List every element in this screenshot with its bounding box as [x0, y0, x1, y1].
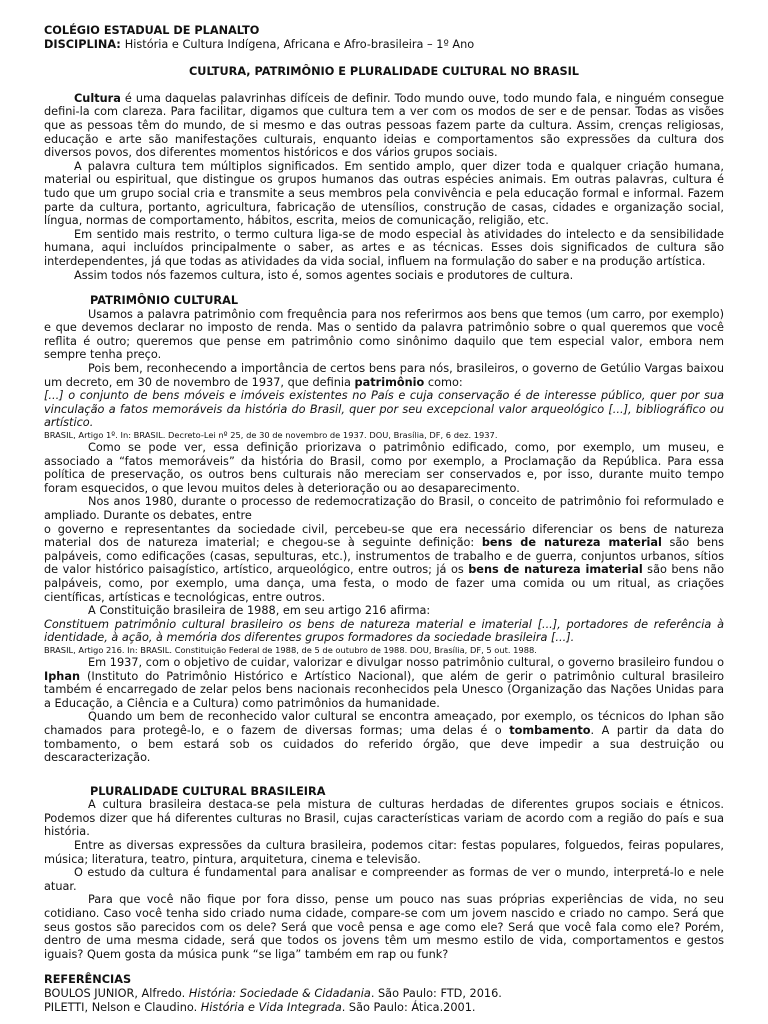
patrimonio-paragraph-1: Usamos a palavra patrimônio com frequência para nos referirmos aos bens que temos (um carro, por exemplo) e que devemos declarar no imposto de renda. Mas o sentido da palavra patrimônio sobre o qual queremos que você reflita é outro; queremos que pense em patrimônio como sinônimo daquilo que tem especial valor, embora nem sempre tenha preço.	[44, 307, 724, 362]
reference-2-publisher: . São Paulo: Ática.2001.	[341, 1000, 476, 1014]
reference-2-author: PILETTI, Nelson e Claudino.	[44, 1000, 201, 1014]
source-decreto-1937: BRASIL, Artigo 1º. In: BRASIL. Decreto-Lei nº 25, de 30 de novembro de 1937. DOU, Brasília, DF, 6 dez. 1937.	[44, 430, 498, 441]
reference-1-author: BOULOS JUNIOR, Alfredo.	[44, 987, 189, 1000]
source-constituicao-1988: BRASIL, Artigo 216. In: BRASIL. Constituição Federal de 1988, de 5 de outubro de 1988. DOU, Brasília, DF, 5 out. 1988.	[44, 644, 537, 655]
term-cultura: Cultura	[74, 91, 121, 105]
quote-constituicao-1988: Constituem patrimônio cultural brasileiro os bens de natureza material e imaterial [...], portadores de referência à identidade, à ação, à memória dos diferentes grupos formadores da sociedade brasileira [...].	[44, 617, 724, 645]
quote-decreto-1937: [...] o conjunto de bens móveis e imóveis existentes no País e cuja conservação é de interesse público, quer por sua vinculação a fatos memoráveis da história do Brasil, quer por seu excepcional valor arqueológico [...], bibliográfico ou artístico.	[44, 389, 724, 430]
references-heading: REFERÊNCIAS	[44, 973, 132, 987]
intro-paragraph-4: Assim todos nós fazemos cultura, isto é, somos agentes sociais e produtores de cultura.	[74, 268, 574, 282]
patrimonio-paragraph-2	[44, 362, 724, 389]
patrimonio-paragraph-7	[44, 710, 724, 764]
patrimonio-paragraph-5: A Constituição brasileira de 1988, em seu artigo 216 afirma:	[88, 604, 431, 618]
reference-1	[44, 987, 724, 1001]
intro-paragraph-1	[44, 92, 724, 160]
patrimonio-paragraph-6	[44, 656, 724, 710]
reference-1-publisher: . São Paulo: FTD, 2016.	[370, 987, 502, 1000]
term-tombamento: tombamento	[509, 723, 591, 737]
pluralidade-paragraph-3: O estudo da cultura é fundamental para analisar e compreender as formas de ver o mundo, interpretá-lo e nele atuar.	[44, 866, 724, 893]
patrimonio-paragraph-7-end: . A partir da data do tombamento, o bem estará sob os cuidados do referido órgão, que deve impedir a sua destruição ou descaracterização.	[44, 723, 724, 765]
section-heading-patrimonio: PATRIMÔNIO CULTURAL	[90, 294, 239, 308]
patrimonio-paragraph-4-mid: são bens palpáveis, como edificações (casas, sepulturas, etc.), instrumentos de trabalho e de guerra, conjuntos urbanos, sítios de valor histórico paisagístico, artístico, arqueológico, entre outros; já os	[44, 536, 724, 577]
patrimonio-paragraph-4-start: Nos anos 1980, durante o processo de redemocratização do Brasil, o conceito de patrimônio foi reformulado e ampliado. Durante os debates, entre	[44, 495, 724, 522]
reference-1-title: História: Sociedade & Cidadania	[188, 987, 371, 1000]
term-iphan: Iphan	[44, 669, 80, 683]
pluralidade-paragraph-2: Entre as diversas expressões da cultura brasileira, podemos citar: festas populares, folguedos, feiras populares, música; literatura, teatro, pintura, arquitetura, cinema e televisão.	[44, 839, 724, 866]
patrimonio-paragraph-2-end: como:	[424, 375, 463, 389]
pluralidade-paragraph-4: Para que você não fique por fora disso, pense um pouco nas suas próprias experiências de vida, no seu cotidiano. Caso você tenha sido criado numa cidade, compare-se com um jovem nascido e criado no campo. Será que seus gostos são parecidos com os dele? Será que você pensa e age como ele? Será que você fala como ele? Porém, dentro de uma mesma cidade, será que todos os jovens têm um mesmo estilo de vida, comportamentos e gestos iguais? Quem gosta da música punk “se liga” também em rap ou funk?	[44, 893, 724, 961]
intro-paragraph-3: Em sentido mais restrito, o termo cultura liga-se de modo especial às atividades do intelecto e da sensibilidade humana, aqui incluídos principalmente o saber, as artes e as técnicas. Esses dois significados de cultura são interdependentes, já que todas as atividades da vida social, influem na formulação do saber e na produção artística.	[44, 227, 724, 268]
term-bens-imaterial: bens de natureza imaterial	[468, 563, 643, 577]
discipline-line	[44, 38, 724, 52]
discipline-value: História e Cultura Indígena, Africana e Afro-brasileira – 1º Ano	[124, 37, 475, 51]
term-bens-material: bens de natureza material	[481, 536, 662, 550]
intro-paragraph-2: A palavra cultura tem múltiplos significados. Em sentido amplo, quer dizer toda e qualquer criação humana, material ou espiritual, que distingue os grupos humanos das outras espécies animais. Em outras palavras, cultura é tudo que um grupo social cria e transmite a seus membros pela convivência e pela educação formal e informal. Fazem parte da cultura, portanto, agricultura, fabricação de utensílios, construção de casas, cidades e organização social, língua, normas de comportamento, hábitos, escrita, meios de comunicação, religião, etc.	[44, 159, 724, 228]
school-name: COLÉGIO ESTADUAL DE PLANALTO	[44, 24, 260, 37]
discipline-label: DISCIPLINA:	[44, 37, 121, 51]
page-title: CULTURA, PATRIMÔNIO E PLURALIDADE CULTURAL NO BRASIL	[188, 65, 580, 79]
patrimonio-paragraph-4-text: o governo e representantes da sociedade civil, percebeu-se que era necessário diferenciar os bens de natureza material dos de natureza imaterial; e chegou-se à seguinte definição:	[44, 522, 724, 550]
patrimonio-paragraph-7-text: Quando um bem de reconhecido valor cultural se encontra ameaçado, por exemplo, os técnicos do Iphan são chamados para protegê-lo, e o fazem de diversas formas; uma delas é o	[44, 710, 724, 737]
term-patrimonio: patrimônio	[354, 375, 425, 389]
patrimonio-paragraph-6-text: Em 1937, com o objetivo de cuidar, valorizar e divulgar nosso patrimônio cultural, o governo brasileiro fundou o	[88, 655, 724, 669]
patrimonio-paragraph-3: Como se pode ver, essa definição priorizava o patrimônio edificado, como, por exemplo, um museu, e associado a “fatos memoráveis” da história do Brasil, como por exemplo, a Proclamação da República. Para essa política de preservação, os outros bens culturais não mereciam ser conservados e, por isso, durante muito tempo foram esquecidos, o que levou muitos deles à deterioração ou ao desaparecimento.	[44, 441, 724, 495]
patrimonio-paragraph-2-text: Pois bem, reconhecendo a importância de certos bens para nós, brasileiros, o governo de Getúlio Vargas baixou um decreto, em 30 de novembro de 1937, que definia	[44, 362, 724, 389]
reference-2	[44, 1001, 724, 1015]
patrimonio-paragraph-6-end: (Instituto do Patrimônio Histórico e Artístico Nacional), que além de gerir o patrimônio cultural brasileiro também é encarregado de zelar pelos bens nacionais reconhecidos pela Unesco (Organização das Nações Unidas para a Educação, a Ciência e a Cultura) como patrimônios da humanidade.	[44, 669, 724, 710]
pluralidade-paragraph-1: A cultura brasileira destaca-se pela mistura de culturas herdadas de diferentes grupos sociais e étnicos. Podemos dizer que há diferentes culturas no Brasil, cujas características variam de acordo com a região do país e sua história.	[44, 798, 724, 839]
section-heading-pluralidade: PLURALIDADE CULTURAL BRASILEIRA	[90, 784, 326, 798]
intro-paragraph-1-text: é uma daquelas palavrinhas difíceis de definir. Todo mundo ouve, todo mundo fala, e ninguém consegue defini-la com clareza. Para facilitar, digamos que cultura tem a ver com os modos de ser e de pensar. Todas as visões que as pessoas têm do mundo, de si mesmo e das outras pessoas fazem parte da cultura. Assim, crenças religiosas, educação e arte são manifestações culturais, enquanto ideias e comportamentos são expressões da cultura dos diversos povos, dos diferentes momentos históricos e dos vários grupos sociais.	[44, 91, 724, 160]
reference-2-title: História e Vida Integrada	[200, 1000, 342, 1014]
patrimonio-paragraph-4	[44, 523, 724, 605]
patrimonio-paragraph-4-end: são bens não palpáveis, como, por exemplo, uma dança, uma festa, o modo de fazer uma comida ou um ritual, as criações científicas, artísticas e tecnológicas, entre outros.	[44, 563, 724, 604]
